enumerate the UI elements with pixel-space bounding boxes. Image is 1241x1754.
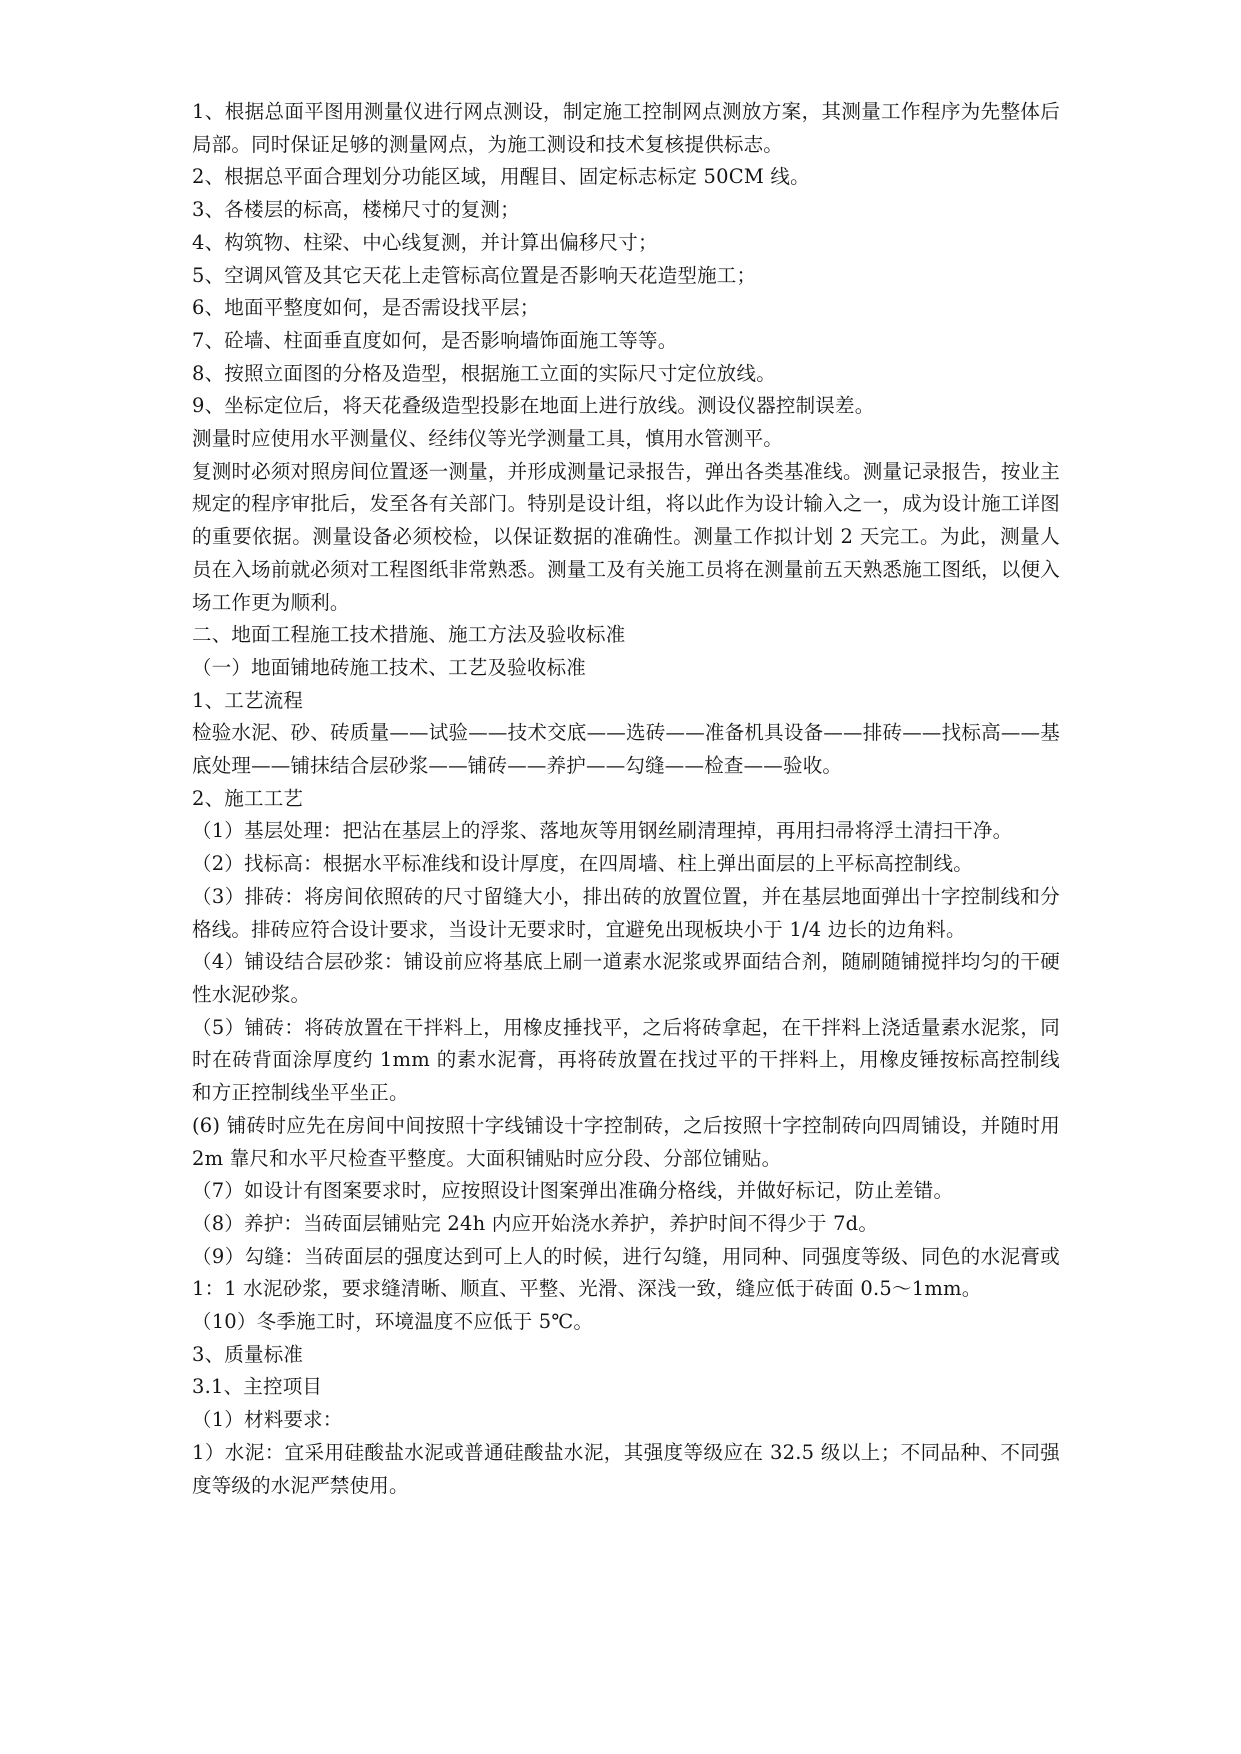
paragraph-step-10: （10）冬季施工时，环境温度不应低于 5℃。 [192, 1310, 594, 1334]
section-heading-floor-works: 二、地面工程施工技术措施、施工方法及验收标准 [192, 623, 626, 647]
heading-main-control-items: 3.1、主控项目 [192, 1375, 323, 1399]
paragraph-step-6: (6) 铺砖时应先在房间中间按照十字线铺设十字控制砖，之后按照十字控制砖向四周铺设，并随时用 2m 靠尺和水平尺检查平整度。大面积铺贴时应分段、分部位铺贴。 [192, 1113, 1060, 1170]
paragraph-survey-2: 2、根据总平面合理划分功能区域，用醒目、固定标志标定 50CM 线。 [192, 165, 810, 189]
paragraph-survey-9: 9、坐标定位后，将天花叠级造型投影在地面上进行放线。测设仪器控制误差。 [192, 394, 875, 418]
paragraph-survey-3: 3、各楼层的标高，楼梯尺寸的复测； [192, 198, 520, 222]
paragraph-step-4: （4）铺设结合层砂浆：铺设前应将基底上刷一道素水泥浆或界面结合剂，随刷随铺搅拌均匀的干硬性水泥砂浆。 [192, 950, 1060, 1006]
paragraph-survey-7: 7、砼墙、柱面垂直度如何，是否影响墙饰面施工等等。 [192, 328, 678, 352]
paragraph-step-9: （9）勾缝：当砖面层的强度达到可上人的时候，进行勾缝，用同种、同强度等级、同色的水泥膏或 1：1 水泥砂浆，要求缝清晰、顺直、平整、光滑、深浅一致，缝应低于砖面 0.5～1mm。 [192, 1244, 1060, 1301]
paragraph-step-1: （1）基层处理：把沾在基层上的浮浆、落地灰等用钢丝刷清理掉，再用扫帚将浮土清扫干净。 [192, 819, 1013, 843]
paragraph-process-flow: 检验水泥、砂、砖质量——试验——技术交底——选砖——准备机具设备——排砖——找标高——基底处理——铺抹结合层砂浆——铺砖——养护——勾缝——检查——验收。 [192, 721, 1060, 778]
paragraph-survey-5: 5、空调风管及其它天花上走管标高位置是否影响天花造型施工； [192, 263, 757, 287]
paragraph-survey-1: 1、根据总面平图用测量仪进行网点测设，制定施工控制网点测放方案，其测量工作程序为先整体后局部。同时保证足够的测量网点，为施工测设和技术复核提供标志。 [192, 100, 1060, 156]
paragraph-cement: 1）水泥：宜采用硅酸盐水泥或普通硅酸盐水泥，其强度等级应在 32.5 级以上；不同品种、不同强度等级的水泥严禁使用。 [192, 1440, 1060, 1497]
paragraph-survey-recheck: 复测时必须对照房间位置逐一测量，并形成测量记录报告，弹出各类基准线。测量记录报告，按业主规定的程序审批后，发至各有关部门。特别是设计组，将以此作为设计输入之一，成为设计施工详图的重要依据。测量设备必须校检，以保证数据的准确性。测量工作拟计划 2 天完工。为此，测量人员在入场前就必须对工程图纸非常熟悉。测量工及有关施工员将在测量前五天熟悉施工图纸，以便入场工作更为顺利。 [192, 459, 1060, 614]
heading-process-flow: 1、工艺流程 [192, 688, 304, 712]
paragraph-step-2: （2）找标高：根据水平标准线和设计厚度，在四周墙、柱上弹出面层的上平标高控制线。 [192, 852, 973, 876]
heading-construction-process: 2、施工工艺 [192, 786, 304, 810]
paragraph-survey-tools: 测量时应使用水平测量仪、经纬仪等光学测量工具，慎用水管测平。 [192, 427, 784, 451]
paragraph-step-3: （3）排砖：将房间依照砖的尺寸留缝大小，排出砖的放置位置，并在基层地面弹出十字控制线和分格线。排砖应符合设计要求，当设计无要求时，宜避免出现板块小于 1/4 边长的边角料。 [192, 884, 1060, 941]
document-body [192, 96, 1060, 1502]
paragraph-step-8: （8）养护：当砖面层铺贴完 24h 内应开始浇水养护，养护时间不得少于 7d。 [192, 1211, 879, 1235]
paragraph-step-7: （7）如设计有图案要求时，应按照设计图案弹出准确分格线，并做好标记，防止差错。 [192, 1179, 954, 1203]
paragraph-survey-6: 6、地面平整度如何，是否需设找平层； [192, 296, 540, 320]
subsection-heading-floor-tiles: （一）地面铺地砖施工技术、工艺及验收标准 [192, 655, 587, 679]
paragraph-survey-4: 4、构筑物、柱梁、中心线复测，并计算出偏移尺寸； [192, 230, 658, 254]
paragraph-survey-8: 8、按照立面图的分格及造型，根据施工立面的实际尺寸定位放线。 [192, 361, 776, 385]
heading-quality-standard: 3、质量标准 [192, 1342, 304, 1366]
paragraph-step-5: （5）铺砖：将砖放置在干拌料上，用橡皮捶找平，之后将砖拿起，在干拌料上浇适量素水泥浆，同时在砖背面涂厚度约 1mm 的素水泥膏，再将砖放置在找过平的干拌料上，用橡皮锤按标高控制线和方正控制线坐平坐正。 [192, 1015, 1060, 1105]
heading-material-requirements: （1）材料要求： [192, 1408, 343, 1432]
